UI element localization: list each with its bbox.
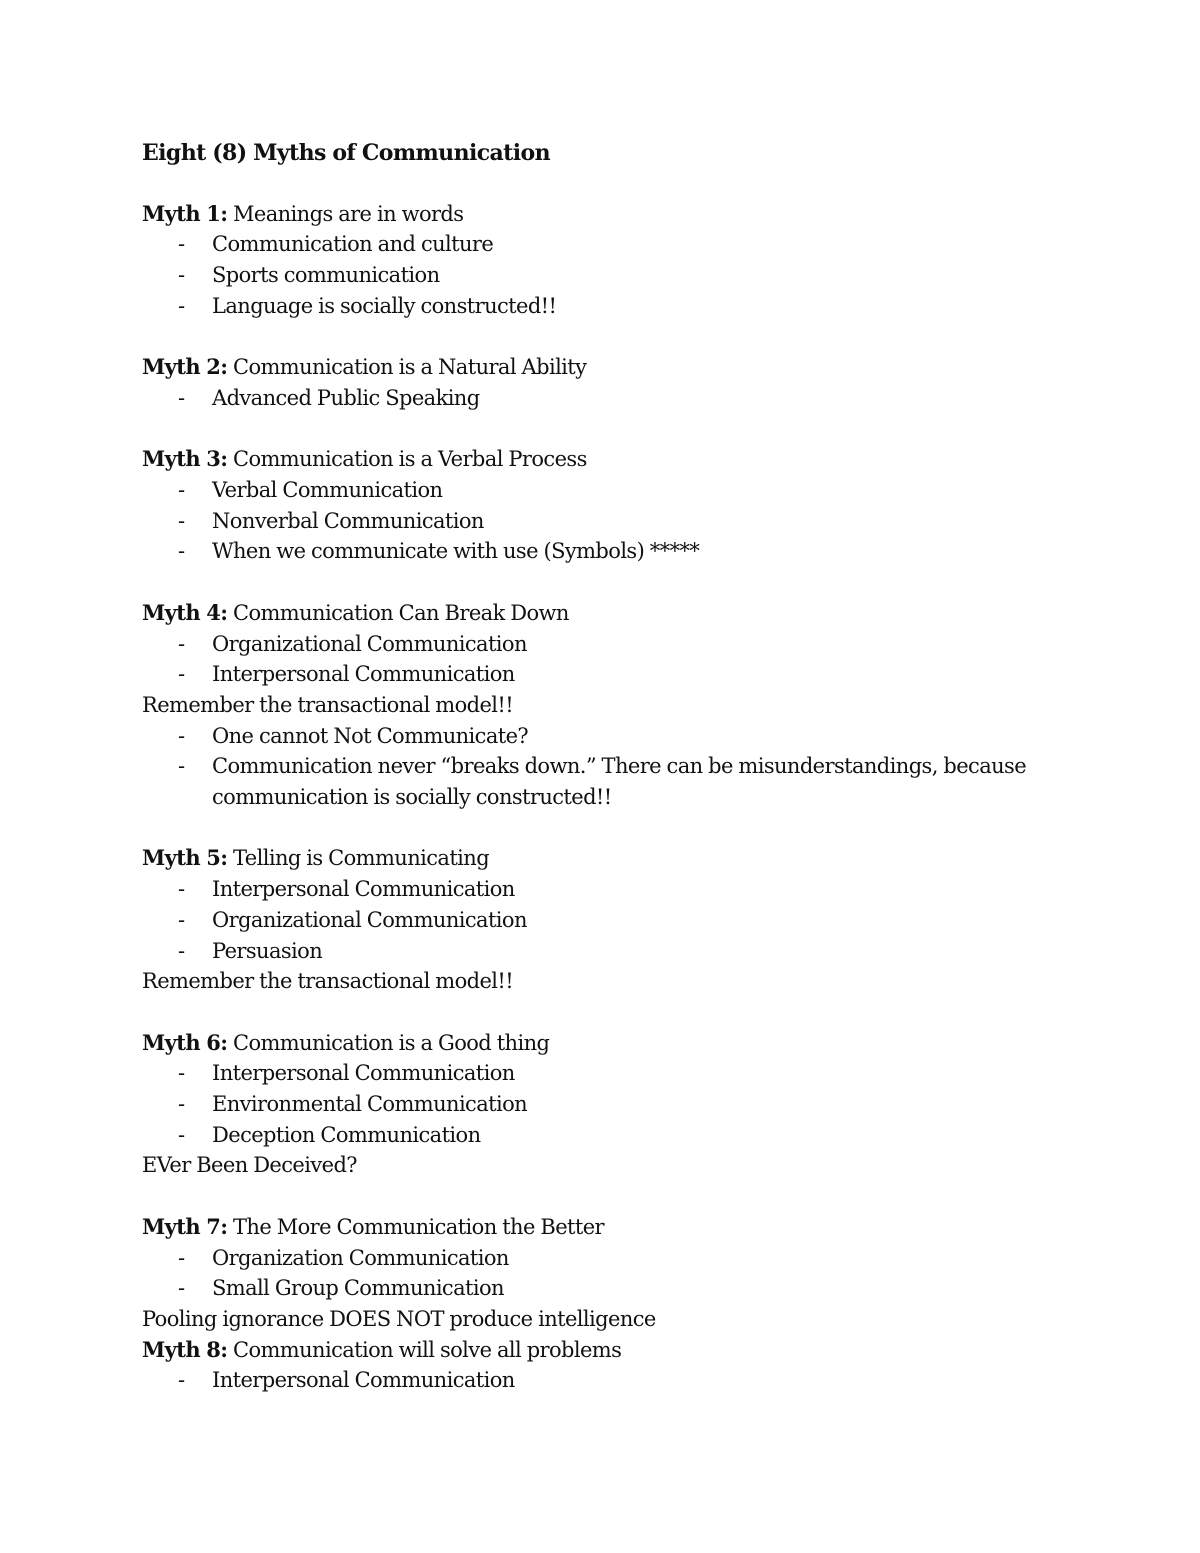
bullet-item: - Environmental Communication xyxy=(142,1089,1102,1120)
dash-marker: - xyxy=(178,508,185,533)
myth-bullet-list xyxy=(142,874,1102,966)
myth-label: Myth 5: xyxy=(142,845,228,871)
dash-marker: - xyxy=(178,907,185,932)
myth-bullet-list xyxy=(142,1058,1102,1150)
myth-heading xyxy=(142,598,1102,629)
paragraph-gap xyxy=(142,567,1102,598)
paragraph-gap xyxy=(142,322,1102,353)
myth-text: Telling is Communicating xyxy=(232,846,490,871)
myth-text: Communication is a Good thing xyxy=(232,1030,550,1055)
dash-marker: - xyxy=(178,877,185,902)
dash-marker: - xyxy=(178,263,185,288)
myth-note: Remember the transactional model!! xyxy=(142,692,514,717)
myth-1-section xyxy=(142,199,1102,322)
paragraph-gap xyxy=(142,1181,1102,1212)
myth-bullet-list xyxy=(142,383,1102,414)
dash-marker: - xyxy=(178,385,185,410)
bullet-item: - Verbal Communication xyxy=(142,475,1102,506)
myth-7-section xyxy=(142,1212,1102,1335)
myth-label: Myth 3: xyxy=(142,446,228,472)
myth-heading xyxy=(142,444,1102,475)
myth-label: Myth 4: xyxy=(142,599,228,625)
bullet-item: - Language is socially constructed!! xyxy=(142,291,1102,322)
bullet-item: - Persuasion xyxy=(142,936,1102,967)
bullet-item: - Organizational Communication xyxy=(142,629,1102,660)
myth-note: EVer Been Deceived? xyxy=(142,1153,357,1178)
myth-label: Myth 8: xyxy=(142,1336,228,1362)
dash-marker: - xyxy=(178,1092,185,1117)
myth-note: Pooling ignorance DOES NOT produce intelligence xyxy=(142,1306,656,1331)
bullet-item: - Interpersonal Communication xyxy=(142,1365,1102,1396)
dash-marker: - xyxy=(178,631,185,656)
myth-label: Myth 2: xyxy=(142,354,228,380)
note-bullet-list xyxy=(142,721,1102,813)
myth-text: Communication Can Break Down xyxy=(232,600,569,625)
myth-label: Myth 7: xyxy=(142,1213,228,1239)
myth-text: The More Communication the Better xyxy=(232,1214,604,1239)
myth-heading xyxy=(142,1028,1102,1059)
dash-marker: - xyxy=(178,1368,185,1393)
myth-2-section xyxy=(142,352,1102,413)
bullet-item: - Small Group Communication xyxy=(142,1273,1102,1304)
dash-marker: - xyxy=(178,539,185,564)
myth-heading xyxy=(142,352,1102,383)
bullet-item: - One cannot Not Communicate? xyxy=(142,721,1102,752)
paragraph-gap xyxy=(142,813,1102,844)
myth-label: Myth 1: xyxy=(142,200,228,226)
myth-bullet-list xyxy=(142,1365,1102,1396)
bullet-item: - Interpersonal Communication xyxy=(142,874,1102,905)
dash-marker: - xyxy=(178,938,185,963)
dash-marker: - xyxy=(178,232,185,257)
bullet-item: - Communication and culture xyxy=(142,229,1102,260)
bullet-item: - Communication never “breaks down.” There can be misunderstandings, because communication is socially constructed!! xyxy=(142,751,1102,812)
bullet-item: - Deception Communication xyxy=(142,1120,1102,1151)
myth-3-section xyxy=(142,444,1102,567)
myth-text: Meanings are in words xyxy=(232,201,464,226)
myth-text: Communication will solve all problems xyxy=(232,1337,622,1362)
myth-text: Communication is a Verbal Process xyxy=(232,447,587,472)
myth-bullet-list xyxy=(142,229,1102,321)
dash-marker: - xyxy=(178,662,185,687)
paragraph-gap xyxy=(142,997,1102,1028)
myth-text: Communication is a Natural Ability xyxy=(232,355,587,380)
dash-marker: - xyxy=(178,723,185,748)
bullet-item: - Advanced Public Speaking xyxy=(142,383,1102,414)
bullet-item: - Nonverbal Communication xyxy=(142,506,1102,537)
document-page xyxy=(142,138,1102,1396)
dash-marker: - xyxy=(178,1061,185,1086)
myth-heading xyxy=(142,199,1102,230)
myth-label: Myth 6: xyxy=(142,1029,228,1055)
bullet-item: - When we communicate with use (Symbols) ***** xyxy=(142,536,1102,567)
document-title: Eight (8) Myths of Communication xyxy=(142,140,550,166)
myth-8-section xyxy=(142,1335,1102,1396)
myth-bullet-list xyxy=(142,629,1102,690)
bullet-item: - Interpersonal Communication xyxy=(142,659,1102,690)
bullet-item: - Interpersonal Communication xyxy=(142,1058,1102,1089)
myth-5-section xyxy=(142,843,1102,997)
myth-6-section xyxy=(142,1028,1102,1182)
dash-marker: - xyxy=(178,1122,185,1147)
myth-note: Remember the transactional model!! xyxy=(142,969,514,994)
bullet-item: - Organizational Communication xyxy=(142,905,1102,936)
dash-marker: - xyxy=(178,293,185,318)
paragraph-gap xyxy=(142,414,1102,445)
dash-marker: - xyxy=(178,1245,185,1270)
dash-marker: - xyxy=(178,754,185,779)
bullet-item: - Sports communication xyxy=(142,260,1102,291)
myth-4-section xyxy=(142,598,1102,813)
myth-bullet-list xyxy=(142,475,1102,567)
myth-bullet-list xyxy=(142,1243,1102,1304)
dash-marker: - xyxy=(178,478,185,502)
myth-heading xyxy=(142,843,1102,874)
myth-heading xyxy=(142,1335,1102,1366)
dash-marker: - xyxy=(178,1276,185,1301)
myth-heading xyxy=(142,1212,1102,1243)
bullet-item: - Organization Communication xyxy=(142,1243,1102,1274)
